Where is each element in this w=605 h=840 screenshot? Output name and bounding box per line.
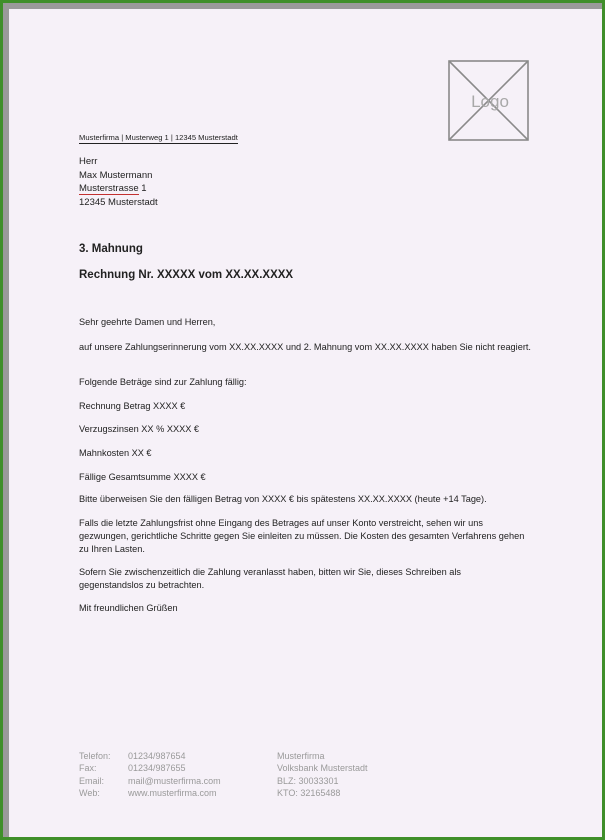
letter-paragraph-5: Sofern Sie zwischenzeitlich die Zahlung veranlasst haben, bitten wir Sie, dieses Schreiben als gegenstandslos zu betrachten.	[79, 567, 461, 591]
letter-greeting: Sehr geehrte Damen und Herren,	[79, 317, 216, 327]
invoice-subject: Rechnung Nr. XXXXX vom XX.XX.XXXX	[79, 269, 294, 281]
logo-text: Logo	[471, 92, 509, 111]
item-reminder-fees: Mahnkosten XX €	[79, 448, 152, 458]
recipient-salutation: Herr	[79, 156, 98, 167]
item-invoice-amount: Rechnung Betrag XXXX €	[79, 401, 186, 411]
footer-phone: 01234/987654	[128, 751, 186, 761]
recipient-city: 12345 Musterstadt	[79, 196, 158, 208]
footer-bank-name: Volksbank Musterstadt	[277, 763, 368, 774]
footer-bank-code: BLZ: 30033301	[277, 775, 339, 786]
footer-email: mail@musterfirma.com	[128, 775, 221, 786]
recipient-street-name: Musterstrasse	[79, 183, 139, 194]
footer-label: Fax:	[79, 763, 97, 774]
recipient-street	[79, 182, 158, 196]
item-late-interest: Verzugszinsen XX % XXXX €	[79, 424, 200, 434]
footer-label: Telefon:	[79, 751, 111, 761]
footer-fax-row	[79, 762, 221, 774]
letter-page	[9, 9, 602, 837]
footer-account-number: KTO: 32165488	[277, 788, 341, 799]
recipient-address	[79, 155, 158, 209]
letter-paragraph-3: Bitte überweisen Sie den fälligen Betrag von XXXX € bis spätestens XX.XX.XXXX (heute +14 Tage).	[79, 494, 487, 504]
footer-email-row	[79, 775, 221, 787]
footer-phone-row	[79, 750, 221, 762]
footer-company-name: Musterfirma	[277, 751, 325, 761]
letter-paragraph-2: Folgende Beträge sind zur Zahlung fällig:	[79, 377, 247, 387]
recipient-name: Max Mustermann	[79, 169, 153, 181]
recipient-street-number: 1	[138, 183, 147, 194]
letter-paragraph-1: auf unsere Zahlungserinnerung vom XX.XX.XXXX und 2. Mahnung vom XX.XX.XXXX haben Sie nicht reagiert.	[79, 342, 531, 352]
item-total-due: Fällige Gesamtsumme XXXX €	[79, 472, 206, 482]
sender-address-line: Musterfirma | Musterweg 1 | 12345 Musterstadt	[79, 133, 238, 142]
footer-contact	[79, 750, 221, 800]
letter-paragraph-4: Falls die letzte Zahlungsfrist ohne Eingang des Betrages auf unser Konto verstreicht, sehen wir uns gezwungen, gerichtliche Schritte gegen Sie einleiten zu müssen. Die Kosten des gesamten Verfahrens gehen zu Ihren Lasten.	[79, 518, 525, 555]
reminder-title: 3. Mahnung	[79, 243, 143, 255]
footer-label: Web:	[79, 788, 100, 799]
footer-web: www.musterfirma.com	[128, 788, 217, 799]
logo-placeholder	[448, 60, 529, 141]
footer-bank	[277, 750, 368, 800]
letter-closing: Mit freundlichen Grüßen	[79, 603, 178, 613]
footer-fax: 01234/987655	[128, 763, 186, 774]
footer-label: Email:	[79, 775, 105, 786]
footer-web-row	[79, 787, 221, 799]
